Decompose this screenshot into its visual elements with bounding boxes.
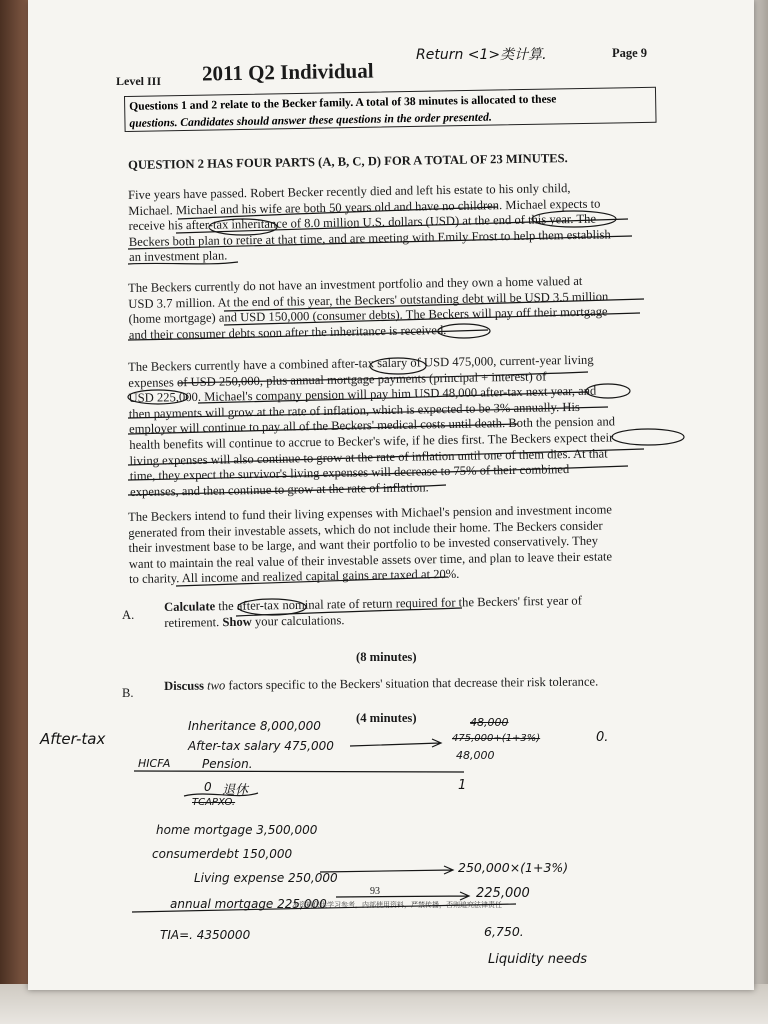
hw-inheritance: Inheritance 8,000,000 [188,719,321,733]
paragraph-line: USD 225,000. Michael's company pension will pay him USD 48,000 after-tax next year, and [128,383,597,406]
paragraph-line: USD 3.7 million. At the end of this year, the Beckers' outstanding debt will be USD 3.5 million [128,289,609,311]
paragraph-line: their investment base to be large, and want their portfolio to be invested conservatively. They [128,533,599,556]
hw-pension: Pension. [202,757,253,771]
level-label: Level III [116,74,161,88]
hw-after-tax-salary: After-tax salary 475,000 [188,739,334,753]
part-a-text: the after-tax nominal rate of return required for the Beckers' first year of [215,593,582,614]
paragraph-line: (home mortgage) and USD 150,000 (consumer debts). The Beckers will pay off their mortgage [128,304,608,327]
handwritten-return-note: Return <1>类计算. [416,47,547,63]
hw-zero: 0 [204,780,212,794]
hw-tuixiu: 退休 [222,783,249,798]
paragraph-line: The Beckers currently have a combined after-tax salary of USD 475,000, current-year living [128,352,594,374]
question-heading: QUESTION 2 HAS FOUR PARTS (A, B, C, D) FOR A TOTAL OF 23 MINUTES. [128,151,568,172]
hw-result-6750: 6,750. [484,924,524,939]
part-a-verb: Calculate [164,599,216,614]
desk-background-bottom [0,984,768,1024]
paragraph-line: an investment plan. [128,248,228,265]
paragraph-line: employer will continue to pay all of the Beckers' medical costs until death. Both the pension and [128,414,616,437]
part-a-text-3: your calculations. [251,612,345,629]
part-b-two: two [207,678,226,693]
footer-watermark: 本资料仅供学习参考，内部使用资料，严禁传播，否则追究法律责任 [292,901,502,909]
hw-pension-48000: 48,000 [456,749,495,762]
paragraph-line: receive his after-tax inheritance of 8.0 million U.S. dollars (USD) at the end of this year. The [128,211,597,234]
paragraph-line: The Beckers currently do not have an investment portfolio and they own a home valued at [128,273,583,295]
hw-consumer-debt: consumerdebt 150,000 [152,847,293,861]
exam-title: 2011 Q2 Individual [201,58,374,86]
instruction-line-2: questions. Candidates should answer these questions in the order presented. [129,110,492,130]
hw-home-mortgage: home mortgage 3,500,000 [156,823,318,837]
footer-page-number: 93 [370,886,380,897]
paragraph-line: to charity. All income and realized capital gains are taxed at 20%. [128,567,460,587]
hw-zero-result: 0. [596,730,609,745]
paragraph-line: want to maintain the real value of their investable assets over time, and plan to leave their estate [128,549,613,571]
exam-page [28,0,754,990]
part-b-verb: Discuss [164,678,205,693]
paragraph-line: health benefits will continue to accrue to Becker's wife, if he dies first. The Beckers expect their [129,430,614,452]
part-a-text-2: retirement. [164,614,223,630]
paragraph-line: time, they expect the survivor's living expenses will decrease to 75% of their combined [129,462,570,484]
hw-hicfa: HICFA [138,757,171,770]
hw-tcapxo: TCAPXO. [192,797,236,808]
hw-struck-formula: 475,000+(1+3%) [452,733,541,744]
paragraph-line: then payments will grow at the rate of inflation, which is expected to be 3% annually. His [128,399,580,421]
hw-annual-mortgage: annual mortgage 225,000 [170,897,327,911]
paragraph-line: The Beckers intend to fund their living expenses with Michael's pension and investment income [128,502,613,524]
hw-annual-mortgage-right: 225,000 [476,886,530,901]
hw-tia: TIA=. 4350000 [160,928,251,942]
hw-liquidity-needs: Liquidity needs [488,952,588,967]
hw-living-growth: 250,000×(1+3%) [458,860,569,875]
paragraph-line: Michael. Michael and his wife are both 50 years old and have no children. Michael expects to [128,196,601,218]
part-b-minutes: (4 minutes) [356,711,417,725]
part-b-text: factors specific to the Beckers' situation that decrease their risk tolerance. [225,674,599,693]
part-b-letter: B. [122,686,134,700]
pen-annotations [28,0,754,990]
paragraph-line: expenses, and then continue to grow at the rate of inflation. [129,480,429,499]
hw-one: 1 [458,778,467,793]
paragraph-line: and their consumer debts soon after the inheritance is received. [128,322,447,342]
part-a-minutes: (8 minutes) [356,650,417,664]
paragraph-line: Beckers both plan to retire at that time, and are meeting with Emily Frost to help them establish [128,227,611,249]
hw-struck-48000: 48,000 [470,716,509,729]
paragraph-line: Five years have passed. Robert Becker recently died and left his estate to his only child, [128,181,571,202]
hw-after-tax: After-tax [40,730,106,748]
paragraph-line: living expenses will also continue to grow at the rate of inflation until one of them dies. At that [129,446,608,468]
part-a-letter: A. [122,608,135,622]
hw-living-expense: Living expense 250,000 [194,871,338,885]
instruction-line-1: Questions 1 and 2 relate to the Becker family. A total of 38 minutes is allocated to these [129,92,557,113]
page-label: Page 9 [612,46,648,60]
paragraph-line: generated from their investable assets, which do not include their home. The Beckers consider [128,518,603,540]
paragraph-line: expenses of USD 250,000, plus annual mortgage payments (principal + interest) of [128,369,547,390]
part-a-show: Show [222,614,252,629]
